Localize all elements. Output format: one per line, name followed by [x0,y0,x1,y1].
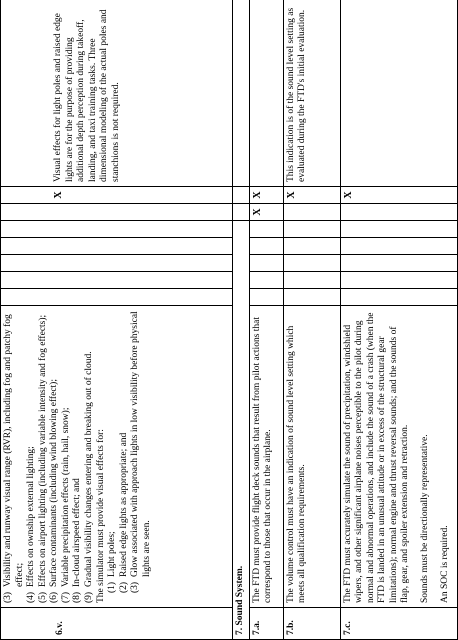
paragraph: An SOC is required. [439,525,450,603]
list-item: (5) Effects on airport lighting (including variable intensity and fog effects); [37,314,48,603]
row-number: 7.a. [249,608,283,640]
level-cell [340,204,457,221]
requirement-cell: The FTD must provide flight deck sounds that result from pilot actions that correspond to those that occur in the airplane. [249,306,283,608]
level-cell [249,272,283,289]
notes-cell [233,0,250,187]
row-number: 6.v. [1,608,233,640]
level-cell [340,255,457,272]
level-cell [283,289,340,306]
list-item: (7) Variable precipitation effects (rain, hail, snow); [60,407,71,603]
visual-effects-list [107,310,153,593]
level-cell [1,238,233,255]
list-item: (1) Light poles; [107,531,118,593]
level-mark: X [249,204,283,221]
level-cell [249,289,283,306]
section-heading: 7. Sound System. [233,221,250,640]
notes-cell: Visual effects for light poles and raised edge lights are for the purpose of providing additional depth perception during takeoff, landing, and taxi training tasks. Three dimensional modeling of the actual poles and stanchions is not required. [1,0,233,187]
level-cell [233,204,250,221]
paragraph: Sounds must be directionally representative. [420,434,431,603]
paragraph: The FTD must accurately simulate the sound of precipitation, windshield wipers, and other significant airplane noises perceptible to the pilot during normal and abnormal operations, and include the sound of a crash (when the FTD is landed in an unusual attitude or in excess of the structural gear limitations); normal engine and thrust reversal sounds; and the sounds of flap, gear, and spoiler extension and retraction. [342,312,411,603]
list-item: (6) Surface contaminants (including wind blowing effect); [49,379,60,603]
notes-cell [249,0,283,187]
list-item: (4) Effects on ownship external lighting; [26,446,37,603]
requirement-cell: The volume control must have an indication of sound level setting which meets all qualification requirements. [283,306,340,608]
level-mark: X [249,187,283,204]
level-cell [283,255,340,272]
level-cell [249,221,283,238]
list-item: (8) In-cloud airspeed effect; and [72,478,83,603]
level-cell [249,238,283,255]
row-number: 7.c. [340,608,457,640]
level-cell [340,238,457,255]
intro-text: The simulator must provide visual effects for: [95,429,106,603]
row-7b [283,0,340,640]
level-cell [1,289,233,306]
level-cell [1,221,233,238]
level-cell [1,255,233,272]
notes-cell [340,0,457,187]
row-6v [1,0,233,640]
list-item: (2) Raised edge lights as appropriate; and [118,432,129,593]
level-mark: X [340,187,457,204]
level-cell [1,204,233,221]
level-cell [283,221,340,238]
level-cell [1,272,233,289]
level-mark: X [283,187,340,204]
requirement-cell [1,306,233,608]
requirement-cell [340,306,457,608]
level-cell [340,289,457,306]
continued-list [3,310,96,603]
list-item: (9) Gradual visibility changes entering and breaking out of cloud. [84,351,95,603]
level-cell [283,272,340,289]
level-cell [340,221,457,238]
level-cell [283,204,340,221]
level-cell [340,272,457,289]
notes-cell: This indication is of the sound level setting as evaluated during the FTD's initial evaluation. [283,0,340,187]
row-7a [249,0,283,640]
row-7c [340,0,457,640]
row-number: 7.b. [283,608,340,640]
level-cell [233,187,250,204]
list-item: (3) Visibility and runway visual range (RVR), including fog and patchy fog effect; [3,314,25,603]
section-row [233,0,250,640]
level-cell [249,255,283,272]
level-mark: X [1,187,233,204]
level-cell [283,238,340,255]
list-item: (3) Glow associated with approach lights in low visibility before physical lights are seen. [130,311,152,593]
